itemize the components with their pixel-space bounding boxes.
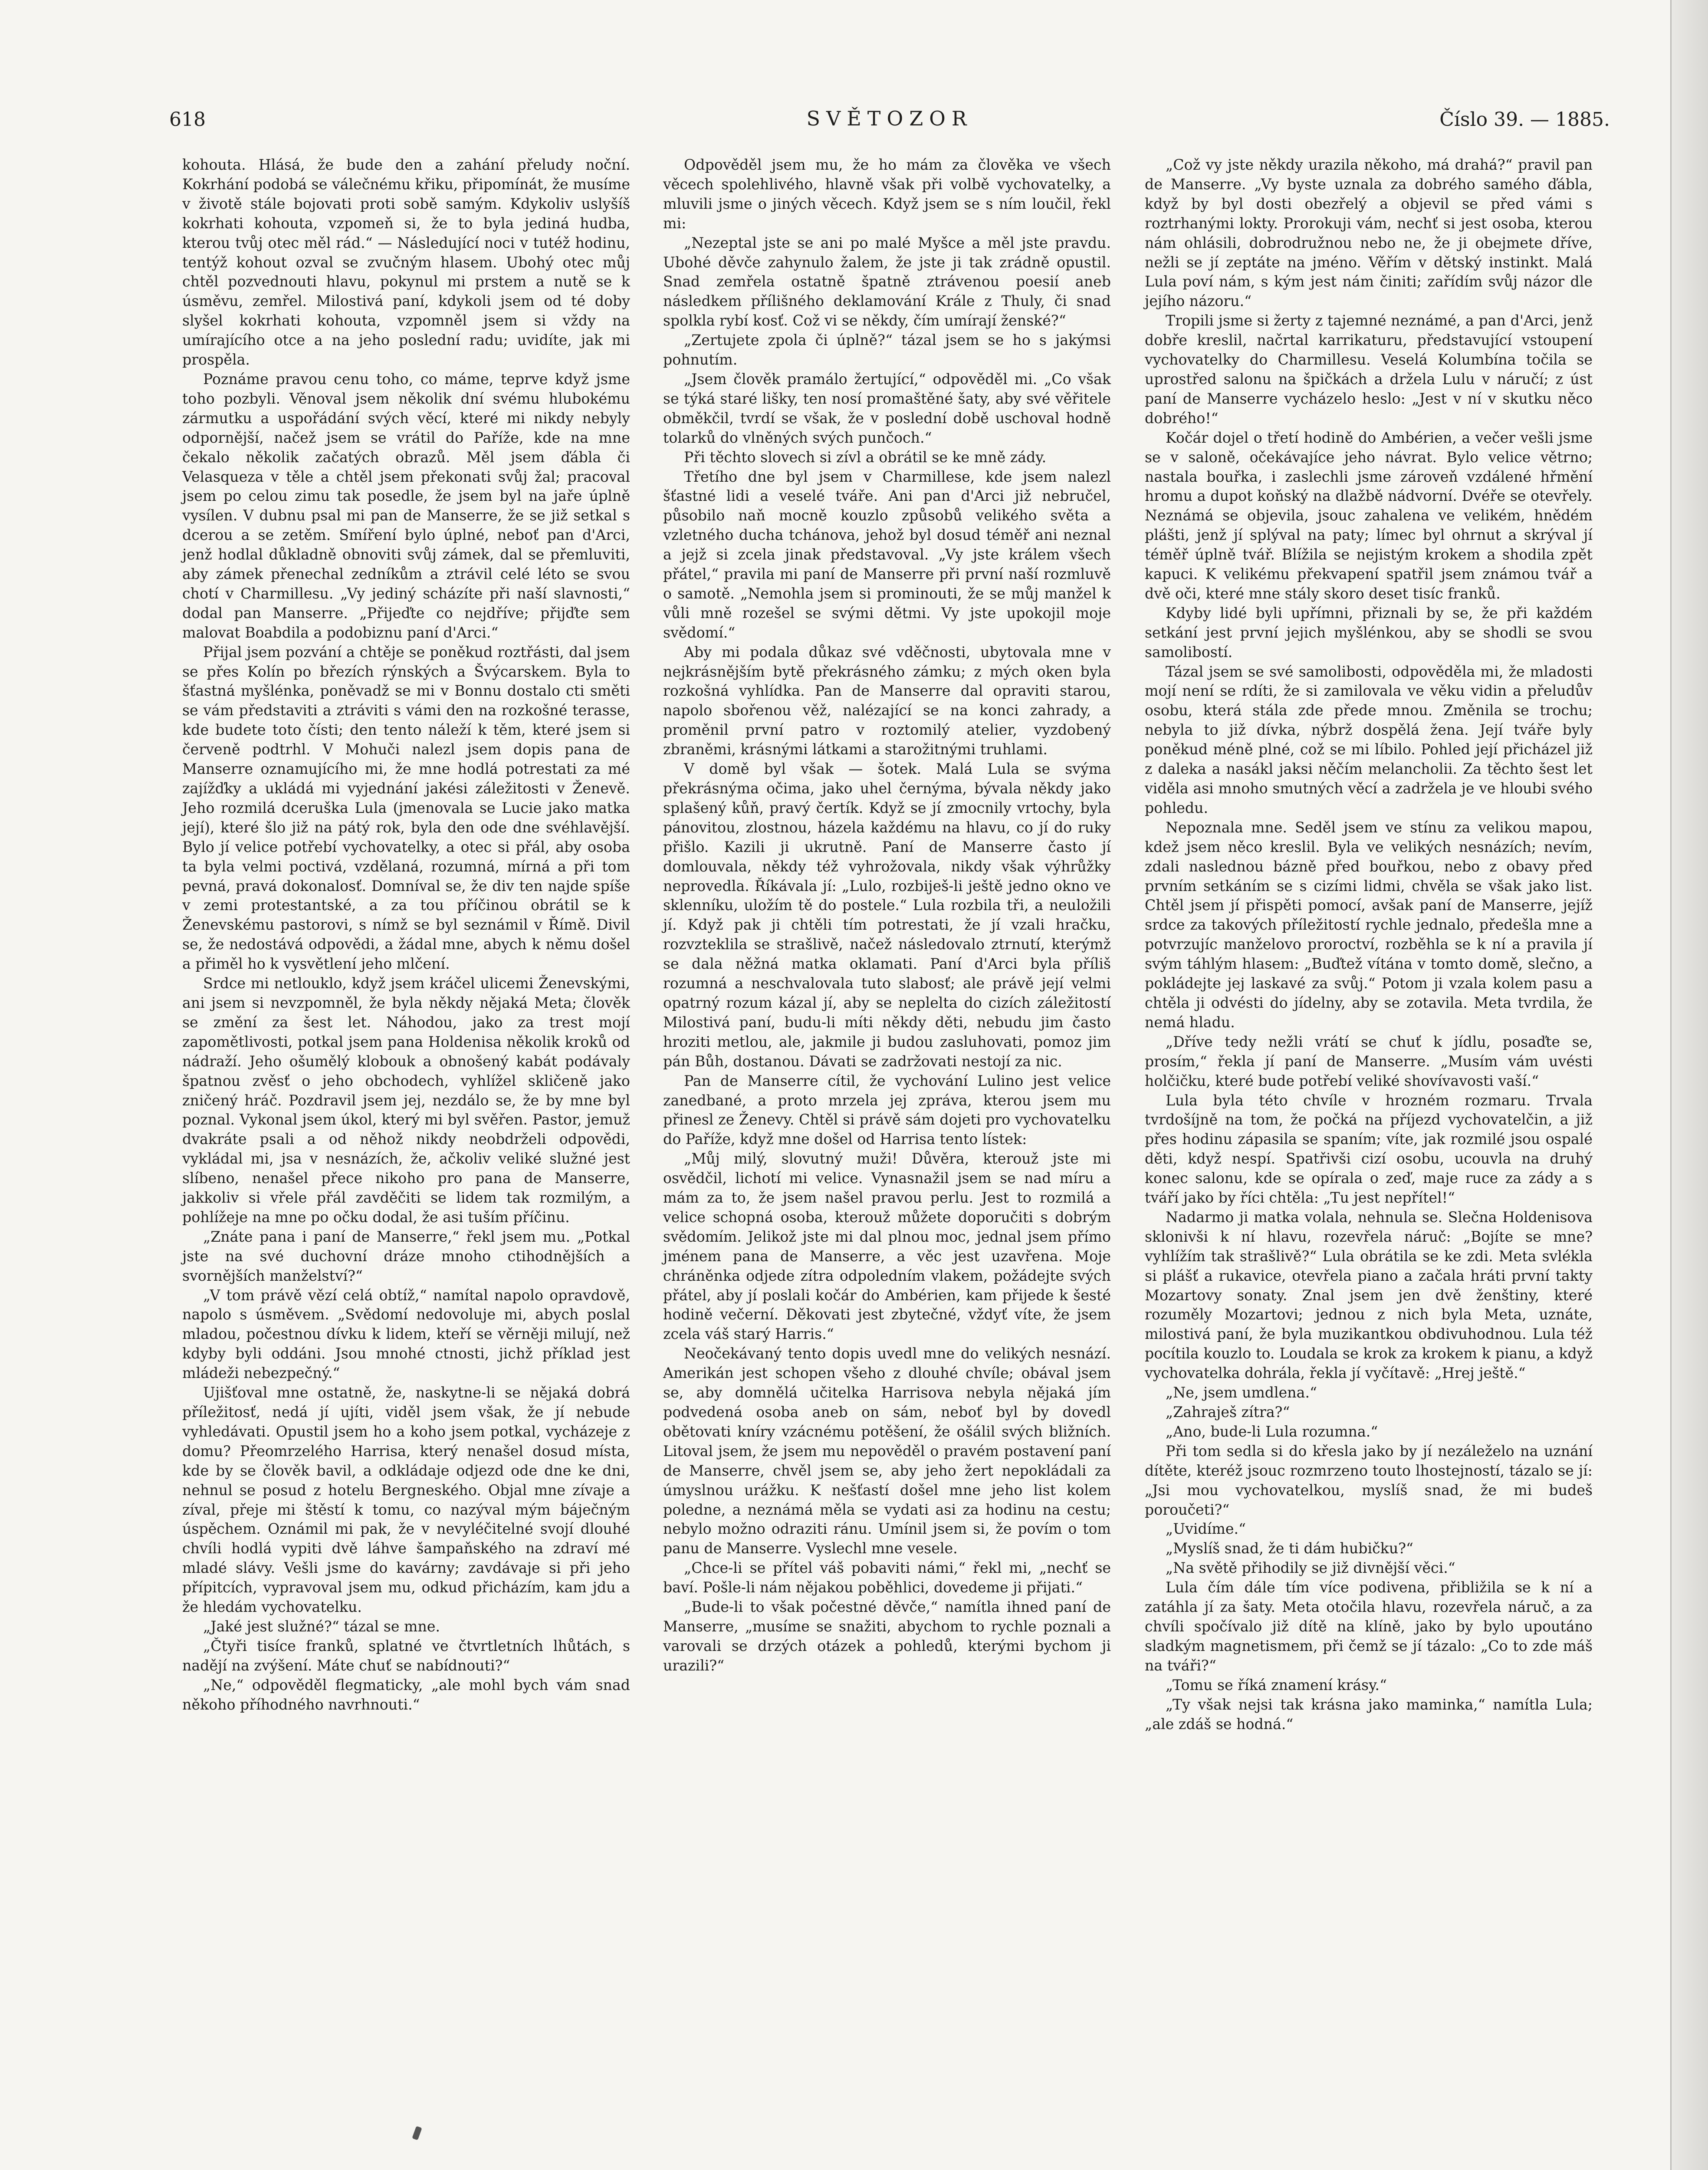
text-column-1 bbox=[182, 155, 630, 1715]
paragraph: „Myslíš snad, že ti dám hubičku?“ bbox=[1166, 1540, 1413, 1557]
paragraph: Kočár dojel o třetí hodině do Ambérien, a večer vešli jsme se v saloně, očekávajíce jeho návrat. Bylo velice větrno; nastala bouřka, i zaslechli jsme zároveň vzdálené hřmění hromu a dupot koňský na dlažbě nádvorní. Dvéře se otevřely. Neznámá se objevila, jsouc zahalena ve velikém, hnědém plášti, jenž jí splýval na paty; límec byl ohrnut a skrýval jí téměř úplně tvář. Blížila se nejistým krokem a shodila zpět kapuci. K velikému překvapení spatřil jsem známou tvář a dvě oči, které mne stály skoro deset tisíc franků. bbox=[1145, 429, 1593, 602]
paragraph: „Zertujete zpola či úplně?“ tázal jsem se ho s jakýmsi pohnutím. bbox=[663, 332, 1111, 368]
paragraph: „Jaké jest služné?“ tázal se mne. bbox=[203, 1618, 440, 1635]
text-column-2 bbox=[663, 155, 1111, 1676]
paragraph: „Tomu se říká znamení krásy.“ bbox=[1166, 1676, 1387, 1693]
paragraph: Neočekávaný tento dopis uvedl mne do velikých nesnází. Amerikán jest schopen všeho z dlouhé chvíle; obával jsem se, aby domnělá učitelka Harrisova nebyla nějaká jím podvedená osoba aneb on sám, neboť byl by dovedl obětovati kníry vzácnému potěšení, že ošálil svých bližních. Litoval jsem, že jsem mu nepověděl o pravém postavení paní de Manserre, chvěl jsem se, aby jeho žert nepokládali za úmyslnou urážku. K nešťastí došel mne jeho list kolem poledne, a neznámá měla se vydati asi za hodinu na cestu; nebylo možno odraziti ránu. Umínil jsem si, že povím o tom panu de Manserre. Vyslechl mne vesele. bbox=[663, 1345, 1111, 1557]
paragraph: „Znáte pana i paní de Manserre,“ řekl jsem mu. „Potkal jste na své duchovní dráze mnoho ctihodnějších a svornějších manželství?“ bbox=[182, 1228, 630, 1284]
paragraph: „Ne,“ odpověděl flegmaticky, „ale mohl bych vám snad někoho příhodného navrhnouti.“ bbox=[182, 1676, 630, 1713]
text-column-3 bbox=[1145, 155, 1593, 1734]
magazine-title: SVĚTOZOR bbox=[806, 107, 973, 130]
paragraph: „Nezeptal jste se ani po malé Myšce a měl jste pravdu. Ubohé děvče zahynulo žalem, že jste ji tak zrádně opustil. Snad zemřela ostatně špatně ztrávenou poesií aneb následkem přílišného deklamování Krále z Thuly, či snad spolkla rybí kosť. Což vi se někdy, čím umírají ženské?“ bbox=[663, 234, 1111, 329]
paragraph: Odpověděl jsem mu, že ho mám za člověka ve všech věcech spolehlivého, hlavně však při volbě vychovatelky, a mluvili jsme o jiných věcech. Když jsem se s ním loučil, řekl mi: bbox=[663, 156, 1111, 232]
paragraph: Poznáme pravou cenu toho, co máme, teprve když jsme toho pozbyli. Věnoval jsem několik dní svému hlubokému zármutku a uspořádání svých věcí, které mi nikdy nebyly odpornější, načež jsem se vrátil do Paříže, kde na mne čekalo několik začatých obrazů. Měl jsem ďábla či Velasqueza v těle a chtěl jsem překonati svůj žal; pracoval jsem po celou zimu tak posedle, že jsem byl na jaře úplně vysílen. V dubnu psal mi pan de Manserre, že se již setkal s dcerou a se zetěm. Smíření bylo úplné, neboť pan d'Arci, jenž hodlal důkladně obnoviti svůj zámek, dal se přemluviti, aby zámek přenechal zedníkům a ztrávil celé léto se svou chotí v Charmillesu. „Vy jediný scházíte při naší slavnosti,“ dodal pan Manserre. „Přijeďte co nejdříve; přijďte sem malovat Boabdila a podobiznu paní d'Arci.“ bbox=[182, 370, 630, 641]
paragraph: kohouta. Hlásá, že bude den a zahání přeludy noční. Kokrhání podobá se válečnému křiku, připomínát, že musíme v životě stále bojovati proti sobě samým. Kdykoliv uslyšíš kokrhati kohouta, vzpomeň si, že to byla jediná hudba, kterou tvůj otec měl rád.“ — Následující noci v tutéž hodinu, tentýž kohout ozval se zvučným hlasem. Ubohý otec můj chtěl pozvednouti hlavu, pokynul mi prstem a nutě se k úsměvu, zemřel. Milostivá paní, kdykoli jsem od té doby slyšel kokrhati kohouta, vzpomněl jsem si vždy na umírajícího otce a na jeho poslední radu; uvidíte, jak mi prospěla. bbox=[182, 156, 630, 368]
paragraph: Kdyby lidé byli upřímni, přiznali by se, že při každém setkání jest první jejich myšlénkou, aby se shodli se svou samolibostí. bbox=[1145, 604, 1593, 661]
paragraph: „Můj milý, slovutný muži! Důvěra, kterouž jste mi osvědčil, lichotí mi velice. Vynasnažil jsem se nad míru a mám za to, že jsem našel pravou perlu. Jest to rozmilá a velice schopná osoba, kterouž můžete doporučiti s dobrým svědomím. Jelikož jste mi dal plnou moc, jednal jsem přímo jménem pana de Manserre, a věc jest uzavřena. Moje chráněnka odjede zítra odpoledním vlakem, požádejte svých přátel, aby jí poslali kočár do Ambérien, kam přijede k šesté hodině večerní. Děkovati jest zbytečné, vždyť víte, že jsem zcela váš starý Harris.“ bbox=[663, 1150, 1111, 1343]
paragraph: Třetího dne byl jsem v Charmillese, kde jsem nalezl šťastné lidi a veselé tváře. Ani pan d'Arci již nebručel, působilo naň mocně kouzlo způsobů velikého světa a vzletného ducha tchánova, jehož byl dosud téměř ani neznal a jejž si zcela jinak představoval. „Vy jste králem všech přátel,“ pravila mi paní de Manserre při první naší rozmluvě o samotě. „Nemohla jsem si prominouti, že se můj manžel k vůli mně rozešel se svými dětmi. Vy jste upokojil moje svědomí.“ bbox=[663, 468, 1111, 641]
paragraph: Lula čím dále tím více podivena, přibližila se k ní a zatáhla jí za šaty. Meta otočila hlavu, rozevřela náruč, a za chvíli spočívalo již dítě na klíně, jako by bylo upoutáno sladkým magnetismem, při čemž se jí tázalo: „Co to zde máš na tváři?“ bbox=[1145, 1579, 1593, 1674]
paragraph: Tázal jsem se své samolibosti, odpověděla mi, že mladosti mojí není se rdíti, že si zamilovala ve věku vidin a přeludův osobu, která stála zde přede mnou. Změnila se trochu; nebyla to již dívka, nýbrž dospělá žena. Její tváře byly poněkud méně plné, což se mi líbilo. Pohled její přicházel již z daleka a nasákl jaksi něčím melancholii. Za těchto šest let viděla asi mnoho smutných věcí a zadržela je ve hloubi svého pohledu. bbox=[1145, 663, 1593, 816]
page-number: 618 bbox=[169, 108, 206, 131]
paragraph: „Čtyři tisíce franků, splatné ve čtvrtletních lhůtách, s nadějí na zvýšení. Máte chuť se nabídnouti?“ bbox=[182, 1637, 630, 1674]
paragraph: „Uvidíme.“ bbox=[1166, 1520, 1246, 1538]
paragraph: „Jsem člověk pramálo žertující,“ odpověděl mi. „Co však se týká staré lišky, ten nosí promaštěné šaty, aby své věřitele obměkčil, tvrdí se však, že v poslední době uschoval hodně tolarků do vlněných svých punčoch.“ bbox=[663, 370, 1111, 446]
paragraph: Při těchto slovech si zívl a obrátil se ke mně zády. bbox=[684, 448, 1047, 466]
paragraph: Pan de Manserre cítil, že vychování Lulino jest velice zanedbané, a proto mrzela jej zpráva, kterou jsem mu přinesl ze Ženevy. Chtěl si právě sám dojeti pro vychovatelku do Paříže, když mne došel od Harrisa tento lístek: bbox=[663, 1072, 1111, 1148]
paragraph: „Chce-li se přítel váš pobaviti námi,“ řekl mi, „nechť se baví. Pošle-li nám nějakou poběhlici, dovedeme ji přijati.“ bbox=[663, 1559, 1111, 1596]
paragraph: Přijal jsem pozvání a chtěje se poněkud roztřásti, dal jsem se přes Kolín po březích rýnských a Švýcarskem. Byla to šťastná myšlénka, poněvadž se mi v Bonnu dostalo cti směti se vám představiti a ztráviti s vámi den na rozkošné terasse, kde budete toto čísti; den tento náleží k těm, které jsem si červeně podtrhl. V Mohuči nalezl jsem dopis pana de Manserre oznamujícího mi, že mne hodlá potrestati za mé zajížďky a ukládá mi vyjednání jakési záležitosti v Ženevě. Jeho rozmilá dceruška Lula (jmenovala se Lucie jako matka její), které šlo již na pátý rok, byla den ode dne svéhlavější. Bylo jí velice potřebí vychovatelky, a otec si přál, aby osoba ta byla velmi poctivá, vzdělaná, rozumná, mírná a při tom pevná, pravá dokonalosť. Domníval se, že div ten najde spíše v zemi protestantské, a za tou příčinou obrátil se k Ženevskému pastorovi, s nímž se byl seznámil v Římě. Divil se, že nedostává odpovědi, a žádal mne, abych k němu došel a přiměl ho k vysvětlení jeho mlčení. bbox=[182, 643, 630, 973]
paragraph: „Ty však nejsi tak krásna jako maminka,“ namítla Lula; „ale zdáš se hodná.“ bbox=[1145, 1696, 1593, 1733]
paragraph: Při tom sedla si do křesla jako by jí nezáleželo na uznání dítěte, kteréž jsouc rozmrzeno touto lhostejností, tázalo se jí: „Jsi mou vychovatelkou, myslíš snad, že mi budeš poroučeti?“ bbox=[1145, 1442, 1593, 1518]
paragraph: „Ne, jsem umdlena.“ bbox=[1166, 1384, 1317, 1401]
paragraph: Tropili jsme si žerty z tajemné neznámé, a pan d'Arci, jenž dobře kreslil, načrtal karrikaturu, představující vstoupení vychovatelky do Charmillesu. Veselá Kolumbína točila se uprostřed salonu na špičkách a držela Lulu v náručí; z úst paní de Manserre vycházelo heslo: „Jest v ní v skutku něco dobrého!“ bbox=[1145, 312, 1593, 427]
page-edge bbox=[1670, 0, 1708, 2170]
page-header bbox=[169, 108, 1610, 135]
paragraph: V domě byl však — šotek. Malá Lula se svýma překrásnýma očima, jako uhel černýma, bývala někdy jako splašený kůň, pravý čertík. Když se jí zmocnily vrtochy, byla pánovitou, zlostnou, házela každému na hlavu, co jí do ruky přišlo. Kazili ji ukrutně. Paní de Manserre často jí domlouvala, někdy též vyhrožovala, nikdy však výhrůžky neprovedla. Říkávala jí: „Lulo, rozbiješ-li ještě jedno okno ve sklenníku, uložím tě do postele.“ Lula rozbila tři, a neuložili jí. Když pak ji chtěli tím potrestati, že jí vzali hračku, rozvzteklila se strašlivě, načež následovalo ztrnutí, kterýmž se dala něžná matka oklamati. Paní d'Arci byla příliš rozumná a neschvalovala tuto slabosť; ale právě její velmi opatrný rozum kázal jí, aby se neplelta do cizích záležitostí Milostivá paní, budu-li míti někdy děti, nebudu jim často hroziti metlou, ale, jakmile ji budou zasluhovati, pomoz jim pán Bůh, dostanou. Dávati se zadržovati nestojí za nic. bbox=[663, 760, 1111, 1070]
paragraph: Nepoznala mne. Seděl jsem ve stínu za velikou mapou, kdež jsem něco kreslil. Byla ve velikých nesnázích; nevím, zdali naslednou bázně před bouřkou, nebo z obavy před prvním setkáním se s cizími lidmi, chvěla se však jako list. Chtěl jsem jí přispěti pomocí, avšak paní de Manserre, jejíž srdce za takových příležitostí rychle jednalo, předešla mne a potvrzujíc manželovo proroctví, rozběhla se k ní a pravila jí svým táhlým hlasem: „Buďtež vítána v tomto domě, slečno, a pokládejte jej laskavé za svůj.“ Potom ji vzala kolem pasu a chtěla ji odvésti do jídelny, aby se zotavila. Meta tvrdila, že nemá hladu. bbox=[1145, 819, 1593, 1031]
paragraph: „V tom právě vězí celá obtíž,“ namítal napolo opravdově, napolo s úsměvem. „Svědomí nedovoluje mi, abych poslal mladou, počestnou dívku k lidem, kteří se věrněji milují, než kdyby byli oddáni. Jsou mnohé ctnosti, jichž příklad jest mládeži nebezpečný.“ bbox=[182, 1286, 630, 1382]
ink-mark bbox=[412, 2126, 422, 2140]
paragraph: „Na světě přihodily se již divnější věci.“ bbox=[1166, 1559, 1455, 1577]
paragraph: Srdce mi netlouklo, když jsem kráčel ulicemi Ženevskými, ani jsem si nevzpomněl, že byla někdy nějaká Meta; člověk se změní za šest let. Náhodou, jako za trest mojí zapomětlivosti, potkal jsem pana Holdenisa několik kroků od nádraží. Jeho ošumělý klobouk a obnošený kabát podávaly špatnou zvěsť o jeho obchodech, vyhlížel skličeně jako zničený hráč. Pozdravil jsem jej, nezdálo se, že by mne byl poznal. Vykonal jsem úkol, který mi byl svěřen. Pastor, jemuž dvakráte psali a od něhož nikdy neobdrželi odpovědi, vykládal mi, jsa v nesnázích, že, ačkoliv veliké služné jest slíbeno, nenašel přece nikoho pro pana de Manserre, jakkoliv si vřele přál zavděčiti se lidem tak rozmilým, a pohlížeje na mne po očku dodal, že asi tuším příčinu. bbox=[182, 975, 630, 1226]
paragraph: „Bude-li to však počestné děvče,“ namítla ihned paní de Manserre, „musíme se snažiti, abychom to rychle poznali a varovali se drzých otázek a pohledů, kterými bychom ji urazili?“ bbox=[663, 1598, 1111, 1674]
paragraph: Lula byla této chvíle v hrozném rozmaru. Trvala tvrdošíjně na tom, že počká na příjezd vychovatelčin, a již přes hodinu zápasila se spaním; víte, jak rozmilé jsou ospalé děti, když nespí. Spatřivši cizí osobu, ucouvla na druhý konec salonu, kde se opírala o zeď, maje ruce za zády a s tváří jako by říci chtěla: „Tu jest nepřítel!“ bbox=[1145, 1092, 1593, 1207]
paragraph: „Ano, bude-li Lula rozumna.“ bbox=[1166, 1423, 1378, 1440]
paragraph: Nadarmo ji matka volala, nehnula se. Slečna Holdenisova sklonivši k ní hlavu, rozevřela náruč: „Bojíte se mne? vyhlížím tak strašlivě?“ Lula obrátila se ke zdi. Meta svlékla si plášť a rukavice, otevřela piano a začala hráti první takty Mozartovy sonaty. Znal jsem jen dvě ženštiny, které rozuměly Mozartovi; jednou z nich byla Meta, uznáte, milostivá paní, že byla muzikantkou obdivuhodnou. Lula též pocítila kouzlo to. Loudala se krok za krokem k pianu, a když vychovatelka dohrála, řekla jí vyčítavě: „Hrej ještě.“ bbox=[1145, 1208, 1593, 1382]
paragraph: „Dříve tedy nežli vrátí se chuť k jídlu, posaďte se, prosím,“ řekla jí paní de Manserre. „Musím vám uvésti holčičku, které bude potřebí veliké shovívavosti vaší.“ bbox=[1145, 1033, 1593, 1089]
issue-label: Číslo 39. — 1885. bbox=[1439, 108, 1610, 131]
paragraph: „Což vy jste někdy urazila někoho, má drahá?“ pravil pan de Manserre. „Vy byste uznala za dobrého samého ďábla, když by byl dosti obezřelý a objevil se před vámi s roztrhanými lokty. Prorokuji vám, nechť si jest osoba, kterou nám ohlásili, dobrodružnou nebo ne, že ji obejmete dříve, nežli se jí zeptáte na jméno. Věřím v dětský instinkt. Malá Lula poví nám, s kým jest nám činiti; zařídím svůj názor dle jejího názoru.“ bbox=[1145, 156, 1593, 310]
paragraph: „Zahraješ zítra?“ bbox=[1166, 1404, 1290, 1420]
paragraph: Ujišťoval mne ostatně, že, naskytne-li se nějaká dobrá příležitosť, nedá jí ujíti, viděl jsem však, že jí nebude vyhledávati. Opustil jsem ho a koho jsem potkal, vycházeje z domu? Přeomrzelého Harrisa, který nenašel dosud místa, kde by se člověk bavil, a odkládaje odjezd ode dne ke dni, nehnul se posud z hotelu Bergneského. Objal mne zívaje a zíval, přeje mi štěstí k tomu, co nazýval mým báječným úspěchem. Oznámil mi pak, že v nevyléčitelné svojí dlouhé chvíli hodlá vypiti dvě láhve šampaňského na zdraví mé mladé slávy. Vešli jsme do kavárny; zavdávaje si při jeho přípitcích, vypravoval jsem mu, odkud přicházím, kam jdu a že hledám vychovatelku. bbox=[182, 1384, 630, 1616]
paragraph: Aby mi podala důkaz své vděčnosti, ubytovala mne v nejkrásnějším bytě překrásného zámku; z mých oken byla rozkošná vyhlídka. Pan de Manserre dal opraviti starou, napolo sbořenou věž, nalézající se na konci zahrady, a proměnil první patro v roztomilý atelier, vyzdobený zbraněmi, krásnými látkami a starožitnými truhlami. bbox=[663, 643, 1111, 758]
